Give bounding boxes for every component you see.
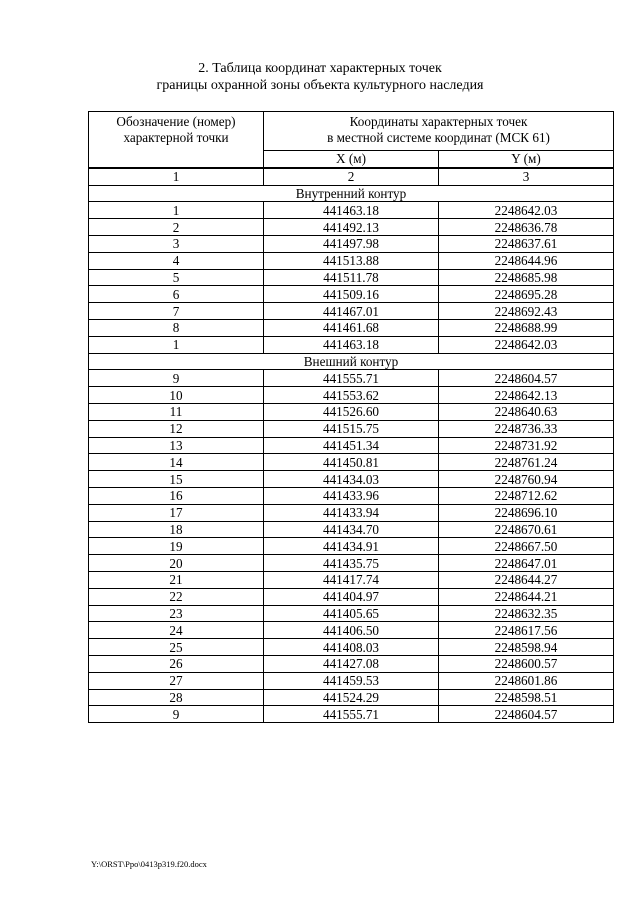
- y-header: Y (м): [439, 151, 614, 168]
- table-row: [89, 706, 614, 723]
- x-coordinate-cell: 441435.75: [264, 555, 439, 572]
- y-coordinate-cell: 2248632.35: [439, 605, 614, 622]
- table-row: [89, 555, 614, 572]
- x-coordinate-cell: 441515.75: [264, 420, 439, 437]
- y-coordinate-cell: 2248598.51: [439, 689, 614, 706]
- x-coordinate-cell: 441526.60: [264, 403, 439, 420]
- y-coordinate-cell: 2248692.43: [439, 303, 614, 320]
- table-row: [89, 387, 614, 404]
- table-row: [89, 622, 614, 639]
- point-number-cell: 28: [89, 689, 264, 706]
- y-coordinate-cell: 2248642.03: [439, 202, 614, 219]
- table-row: [89, 689, 614, 706]
- table-row: [89, 521, 614, 538]
- point-number-cell: 9: [89, 370, 264, 387]
- point-number-cell: 21: [89, 571, 264, 588]
- point-number-cell: 8: [89, 319, 264, 336]
- x-coordinate-cell: 441509.16: [264, 286, 439, 303]
- x-coordinate-cell: 441459.53: [264, 672, 439, 689]
- y-coordinate-cell: 2248670.61: [439, 521, 614, 538]
- x-coordinate-cell: 441408.03: [264, 639, 439, 656]
- y-coordinate-cell: 2248712.62: [439, 487, 614, 504]
- point-number-cell: 24: [89, 622, 264, 639]
- table-row: [89, 571, 614, 588]
- coordinates-header-line-2: в местной системе координат (МСК 61): [327, 130, 550, 145]
- y-coordinate-cell: 2248644.96: [439, 252, 614, 269]
- y-coordinate-cell: 2248642.13: [439, 387, 614, 404]
- table-row: [89, 437, 614, 454]
- table-row: [89, 303, 614, 320]
- x-coordinate-cell: 441463.18: [264, 202, 439, 219]
- designation-header-line-1: Обозначение (номер): [116, 114, 236, 129]
- point-number-cell: 10: [89, 387, 264, 404]
- y-coordinate-cell: 2248688.99: [439, 319, 614, 336]
- table-row: [89, 286, 614, 303]
- y-coordinate-cell: 2248760.94: [439, 471, 614, 488]
- x-coordinate-cell: 441555.71: [264, 706, 439, 723]
- y-coordinate-cell: 2248604.57: [439, 370, 614, 387]
- y-coordinate-cell: 2248695.28: [439, 286, 614, 303]
- column-number: 2: [264, 168, 439, 185]
- column-number-row: [89, 168, 614, 185]
- point-number-cell: 23: [89, 605, 264, 622]
- point-number-cell: 5: [89, 269, 264, 286]
- y-coordinate-cell: 2248617.56: [439, 622, 614, 639]
- y-coordinate-cell: 2248647.01: [439, 555, 614, 572]
- x-coordinate-cell: 441434.91: [264, 538, 439, 555]
- point-number-cell: 2: [89, 219, 264, 236]
- table-row: [89, 538, 614, 555]
- table-row: [89, 370, 614, 387]
- x-coordinate-cell: 441433.94: [264, 504, 439, 521]
- table-row: [89, 471, 614, 488]
- point-number-cell: 22: [89, 588, 264, 605]
- y-coordinate-cell: 2248637.61: [439, 235, 614, 252]
- table-row: [89, 219, 614, 236]
- table-row: [89, 235, 614, 252]
- point-number-cell: 17: [89, 504, 264, 521]
- y-coordinate-cell: 2248731.92: [439, 437, 614, 454]
- table-title: [0, 60, 640, 94]
- y-coordinate-cell: 2248667.50: [439, 538, 614, 555]
- section-title-inner-contour: Внутренний контур: [89, 185, 614, 202]
- table-row: [89, 605, 614, 622]
- table-row: [89, 420, 614, 437]
- table-row: [89, 487, 614, 504]
- title-line-1: 2. Таблица координат характерных точек: [198, 61, 442, 76]
- x-coordinate-cell: 441463.18: [264, 336, 439, 353]
- x-coordinate-cell: 441467.01: [264, 303, 439, 320]
- x-coordinate-cell: 441405.65: [264, 605, 439, 622]
- table-row: [89, 202, 614, 219]
- x-coordinate-cell: 441511.78: [264, 269, 439, 286]
- point-number-cell: 15: [89, 471, 264, 488]
- x-coordinate-cell: 441417.74: [264, 571, 439, 588]
- x-coordinate-cell: 441406.50: [264, 622, 439, 639]
- y-coordinate-cell: 2248736.33: [439, 420, 614, 437]
- designation-header: [89, 112, 264, 168]
- point-number-cell: 19: [89, 538, 264, 555]
- coordinates-header: [264, 112, 614, 151]
- y-coordinate-cell: 2248601.86: [439, 672, 614, 689]
- section-title-outer-contour: Внешний контур: [89, 353, 614, 370]
- point-number-cell: 6: [89, 286, 264, 303]
- coordinates-table: [88, 111, 614, 723]
- x-coordinate-cell: 441433.96: [264, 487, 439, 504]
- x-coordinate-cell: 441404.97: [264, 588, 439, 605]
- x-coordinate-cell: 441434.70: [264, 521, 439, 538]
- y-coordinate-cell: 2248696.10: [439, 504, 614, 521]
- x-coordinate-cell: 441427.08: [264, 655, 439, 672]
- x-coordinate-cell: 441450.81: [264, 454, 439, 471]
- y-coordinate-cell: 2248640.63: [439, 403, 614, 420]
- table-row: [89, 655, 614, 672]
- y-coordinate-cell: 2248604.57: [439, 706, 614, 723]
- table-row: [89, 672, 614, 689]
- table-row: [89, 319, 614, 336]
- x-coordinate-cell: 441451.34: [264, 437, 439, 454]
- y-coordinate-cell: 2248685.98: [439, 269, 614, 286]
- point-number-cell: 13: [89, 437, 264, 454]
- table-row: [89, 504, 614, 521]
- y-coordinate-cell: 2248600.57: [439, 655, 614, 672]
- y-coordinate-cell: 2248598.94: [439, 639, 614, 656]
- section-row-inner: [89, 185, 614, 202]
- point-number-cell: 18: [89, 521, 264, 538]
- point-number-cell: 1: [89, 336, 264, 353]
- x-coordinate-cell: 441497.98: [264, 235, 439, 252]
- x-coordinate-cell: 441513.88: [264, 252, 439, 269]
- file-path-footer: Y:\ORST\Ppo\0413p319.f20.docx: [91, 859, 207, 869]
- table-row: [89, 639, 614, 656]
- point-number-cell: 16: [89, 487, 264, 504]
- y-coordinate-cell: 2248644.27: [439, 571, 614, 588]
- point-number-cell: 26: [89, 655, 264, 672]
- title-line-2: границы охранной зоны объекта культурного наследия: [156, 78, 484, 93]
- point-number-cell: 7: [89, 303, 264, 320]
- y-coordinate-cell: 2248761.24: [439, 454, 614, 471]
- table-row: [89, 403, 614, 420]
- header-row: [89, 112, 614, 151]
- point-number-cell: 1: [89, 202, 264, 219]
- point-number-cell: 12: [89, 420, 264, 437]
- y-coordinate-cell: 2248644.21: [439, 588, 614, 605]
- x-header: X (м): [264, 151, 439, 168]
- column-number: 3: [439, 168, 614, 185]
- x-coordinate-cell: 441553.62: [264, 387, 439, 404]
- x-coordinate-cell: 441492.13: [264, 219, 439, 236]
- point-number-cell: 27: [89, 672, 264, 689]
- point-number-cell: 25: [89, 639, 264, 656]
- x-coordinate-cell: 441524.29: [264, 689, 439, 706]
- point-number-cell: 9: [89, 706, 264, 723]
- table-row: [89, 269, 614, 286]
- designation-header-line-2: характерной точки: [123, 130, 229, 145]
- table-row: [89, 336, 614, 353]
- table-row: [89, 588, 614, 605]
- point-number-cell: 11: [89, 403, 264, 420]
- x-coordinate-cell: 441461.68: [264, 319, 439, 336]
- point-number-cell: 3: [89, 235, 264, 252]
- coordinates-header-line-1: Координаты характерных точек: [349, 114, 528, 129]
- x-coordinate-cell: 441434.03: [264, 471, 439, 488]
- point-number-cell: 14: [89, 454, 264, 471]
- table-row: [89, 454, 614, 471]
- table-row: [89, 252, 614, 269]
- point-number-cell: 4: [89, 252, 264, 269]
- y-coordinate-cell: 2248636.78: [439, 219, 614, 236]
- point-number-cell: 20: [89, 555, 264, 572]
- column-number: 1: [89, 168, 264, 185]
- section-row-outer: [89, 353, 614, 370]
- y-coordinate-cell: 2248642.03: [439, 336, 614, 353]
- x-coordinate-cell: 441555.71: [264, 370, 439, 387]
